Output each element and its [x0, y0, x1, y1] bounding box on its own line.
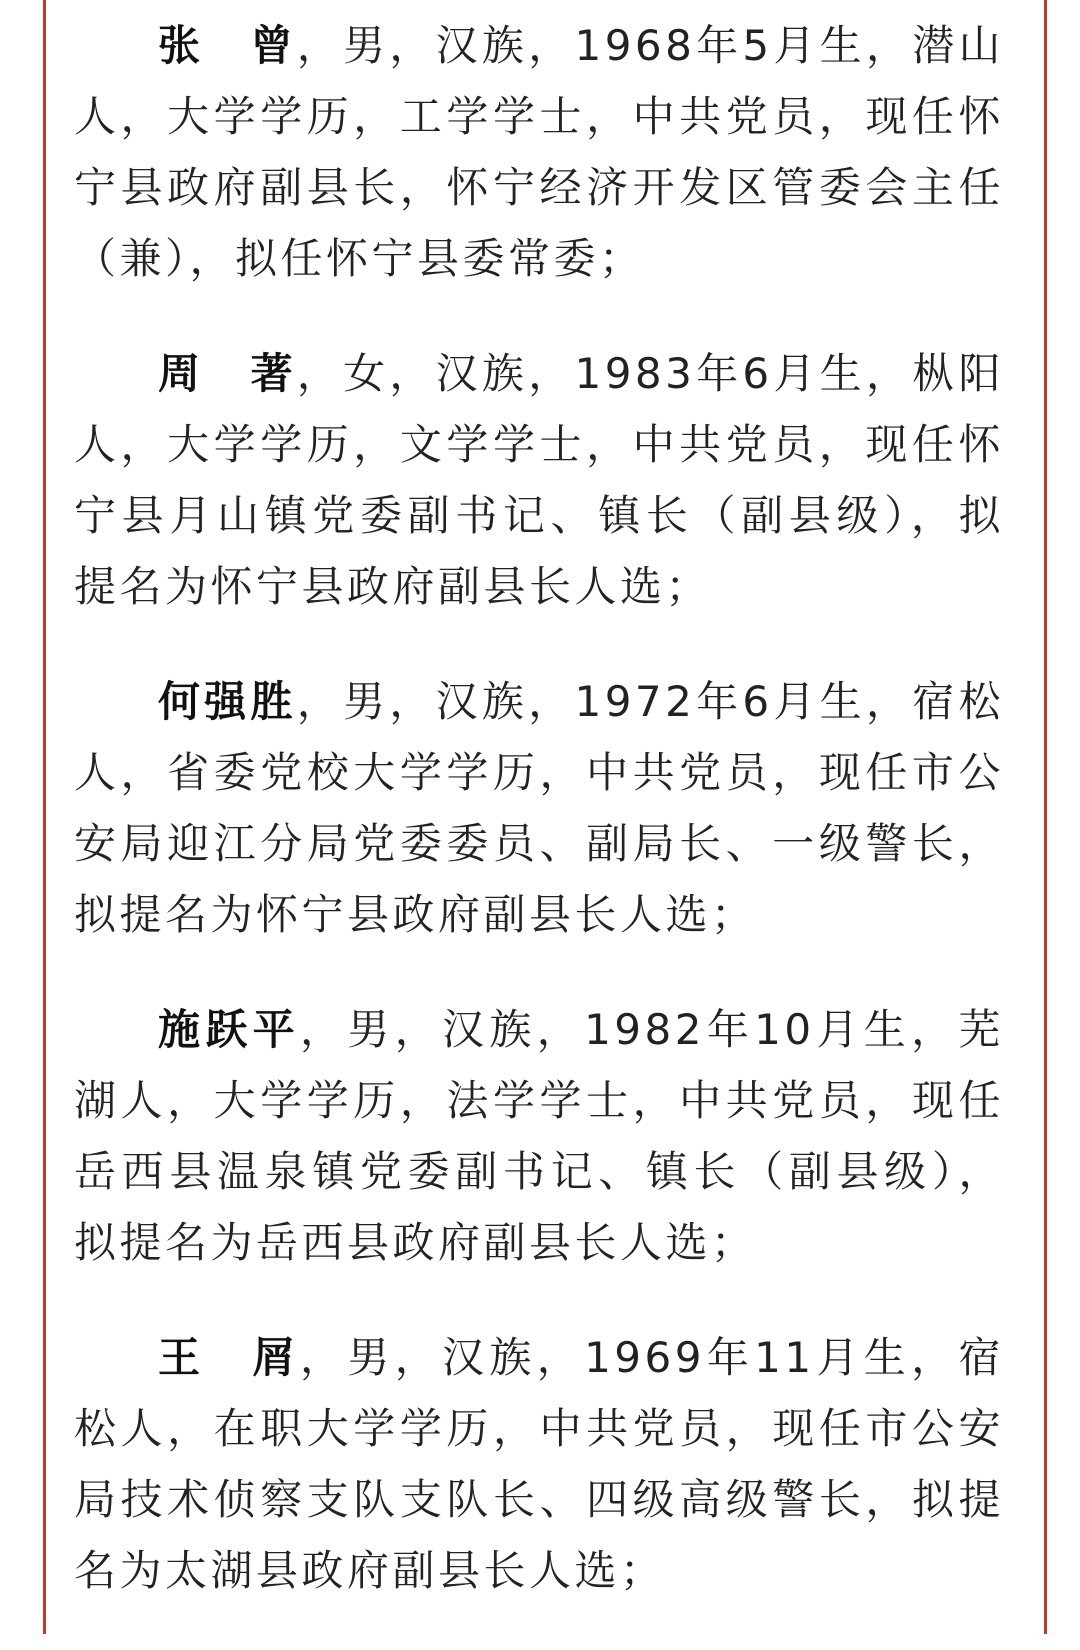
entry-paragraph [74, 666, 1004, 950]
entry-paragraph [74, 994, 1004, 1278]
entry-paragraph [74, 1322, 1004, 1606]
entry-text: ，男，汉族，1972年6月生，宿松人，省委党校大学学历，中共党员，现任市公安局迎江分局党委委员、副局长、一级警长，拟提名为怀宁县政府副县长人选； [74, 677, 1004, 939]
entry-paragraph [74, 338, 1004, 622]
entry-paragraph [74, 10, 1004, 294]
entry-name: 王 屑 [158, 1333, 301, 1382]
right-border-line [1044, 0, 1047, 1634]
left-border-line [43, 0, 46, 1634]
entry-name: 张 曾 [158, 21, 297, 70]
document-body [74, 10, 1004, 1650]
entry-text: ，男，汉族，1969年11月生，宿松人，在职大学学历，中共党员，现任市公安局技术侦察支队支队长、四级高级警长，拟提名为太湖县政府副县长人选； [74, 1333, 1004, 1595]
entry-text: ，女，汉族，1983年6月生，枞阳人，大学学历，文学学士，中共党员，现任怀宁县月山镇党委副书记、镇长（副县级），拟提名为怀宁县政府副县长人选； [74, 349, 1004, 611]
entry-name: 何强胜 [158, 677, 297, 726]
entry-name: 周 著 [158, 349, 297, 398]
entry-name: 施跃平 [158, 1005, 301, 1054]
entry-text: ，男，汉族，1982年10月生，芜湖人，大学学历，法学学士，中共党员，现任岳西县温泉镇党委副书记、镇长（副县级），拟提名为岳西县政府副县长人选； [74, 1005, 1004, 1267]
entry-text: ，男，汉族，1968年5月生，潜山人，大学学历，工学学士，中共党员，现任怀宁县政府副县长，怀宁经济开发区管委会主任（兼），拟任怀宁县委常委； [74, 21, 1004, 283]
